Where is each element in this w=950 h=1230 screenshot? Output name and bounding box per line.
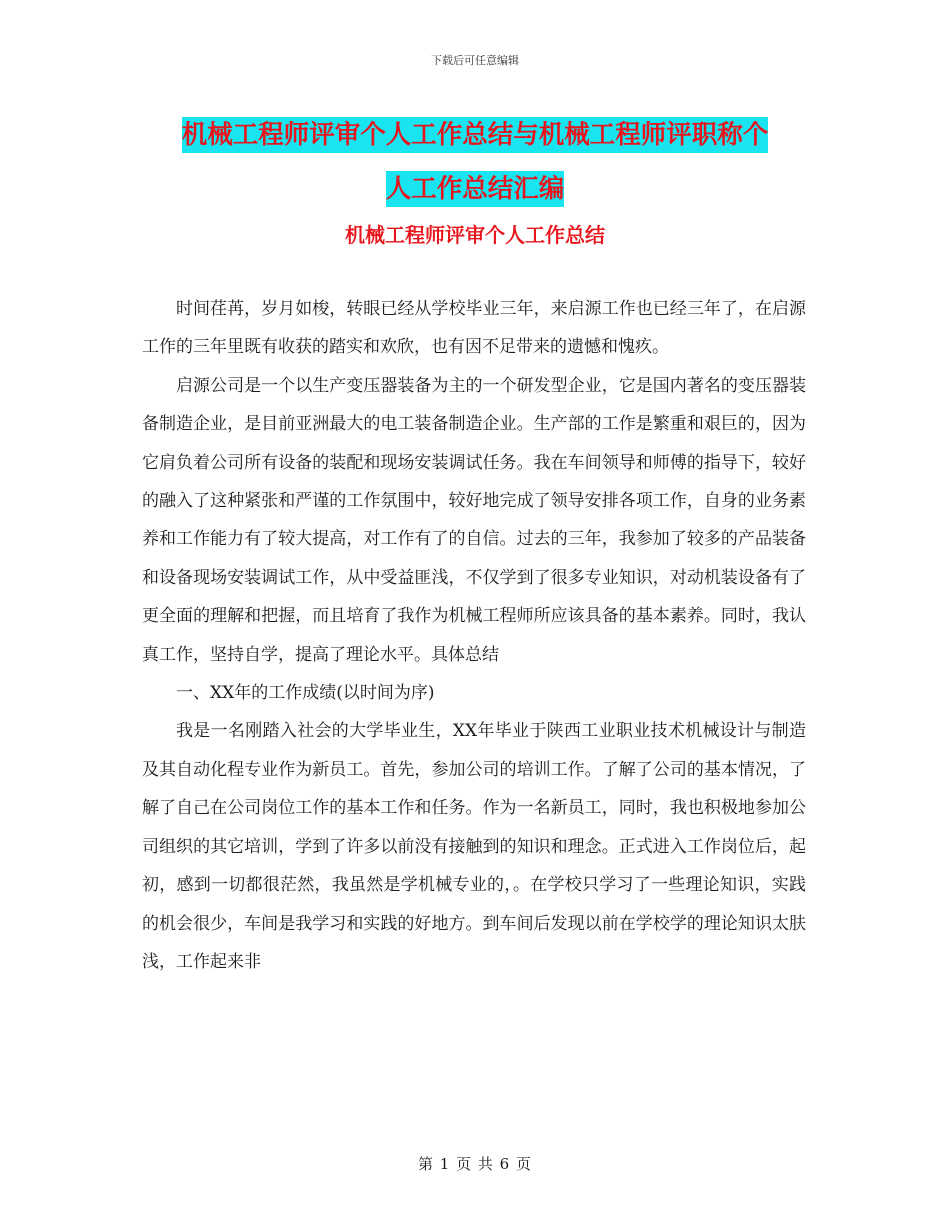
document-body <box>142 290 806 981</box>
paragraph-new-employee: 我是一名刚踏入社会的大学毕业生，XX年毕业于陕西工业职业技术机械设计与制造及其自动化程专业作为新员工。首先，参加公司的培训工作。了解了公司的基本情况，了解了自己在公司岗位工作的基本工作和任务。作为一名新员工，同时，我也积极地参加公司组织的其它培训，学到了许多以前没有接触到的知识和理念。正式进入工作岗位后，起初，感到一切都很茫然，我虽然是学机械专业的，。在学校只学习了一些理论知识，实践的机会很少，车间是我学习和实践的好地方。到车间后发现以前在学校学的理论知识太肤浅，工作起来非 <box>142 721 806 972</box>
page-footer-number: 第 1 页 共 6 页 <box>418 1155 532 1173</box>
paragraph-company: 启源公司是一个以生产变压器装备为主的一个研发型企业，它是国内著名的变压器装备制造企业，是目前亚洲最大的电工装备制造企业。生产部的工作是繁重和艰巨的，因为它肩负着公司所有设备的装配和现场安装调试任务。我在车间领导和师傅的指导下，较好的融入了这种紧张和严谨的工作氛围中，较好地完成了领导安排各项工作，自身的业务素养和工作能力有了较大提高，对工作有了的自信。过去的三年，我参加了较多的产品装备和设备现场安装调试工作，从中受益匪浅，不仅学到了很多专业知识，对动机装设备有了更全面的理解和把握，而且培育了我作为机械工程师所应该具备的基本素养。同时，我认真工作，坚持自学，提高了理论水平。具体总结 <box>142 375 806 665</box>
document-title-line-1: 机械工程师评审个人工作总结与机械工程师评职称个 <box>182 117 769 153</box>
page-header-note: 下载后可任意编辑 <box>431 54 519 67</box>
paragraph-intro: 时间荏苒，岁月如梭，转眼已经从学校毕业三年，来启源工作也已经三年了，在启源工作的三年里既有收获的踏实和欢欣，也有因不足带来的遗憾和愧疚。 <box>142 299 806 358</box>
document-title <box>0 108 950 216</box>
section-title: 机械工程师评审个人工作总结 <box>345 223 605 247</box>
paragraph-heading-achievements: 一、XX年的工作成绩(以时间为序) <box>176 683 435 704</box>
document-title-line-2: 人工作总结汇编 <box>386 171 565 207</box>
